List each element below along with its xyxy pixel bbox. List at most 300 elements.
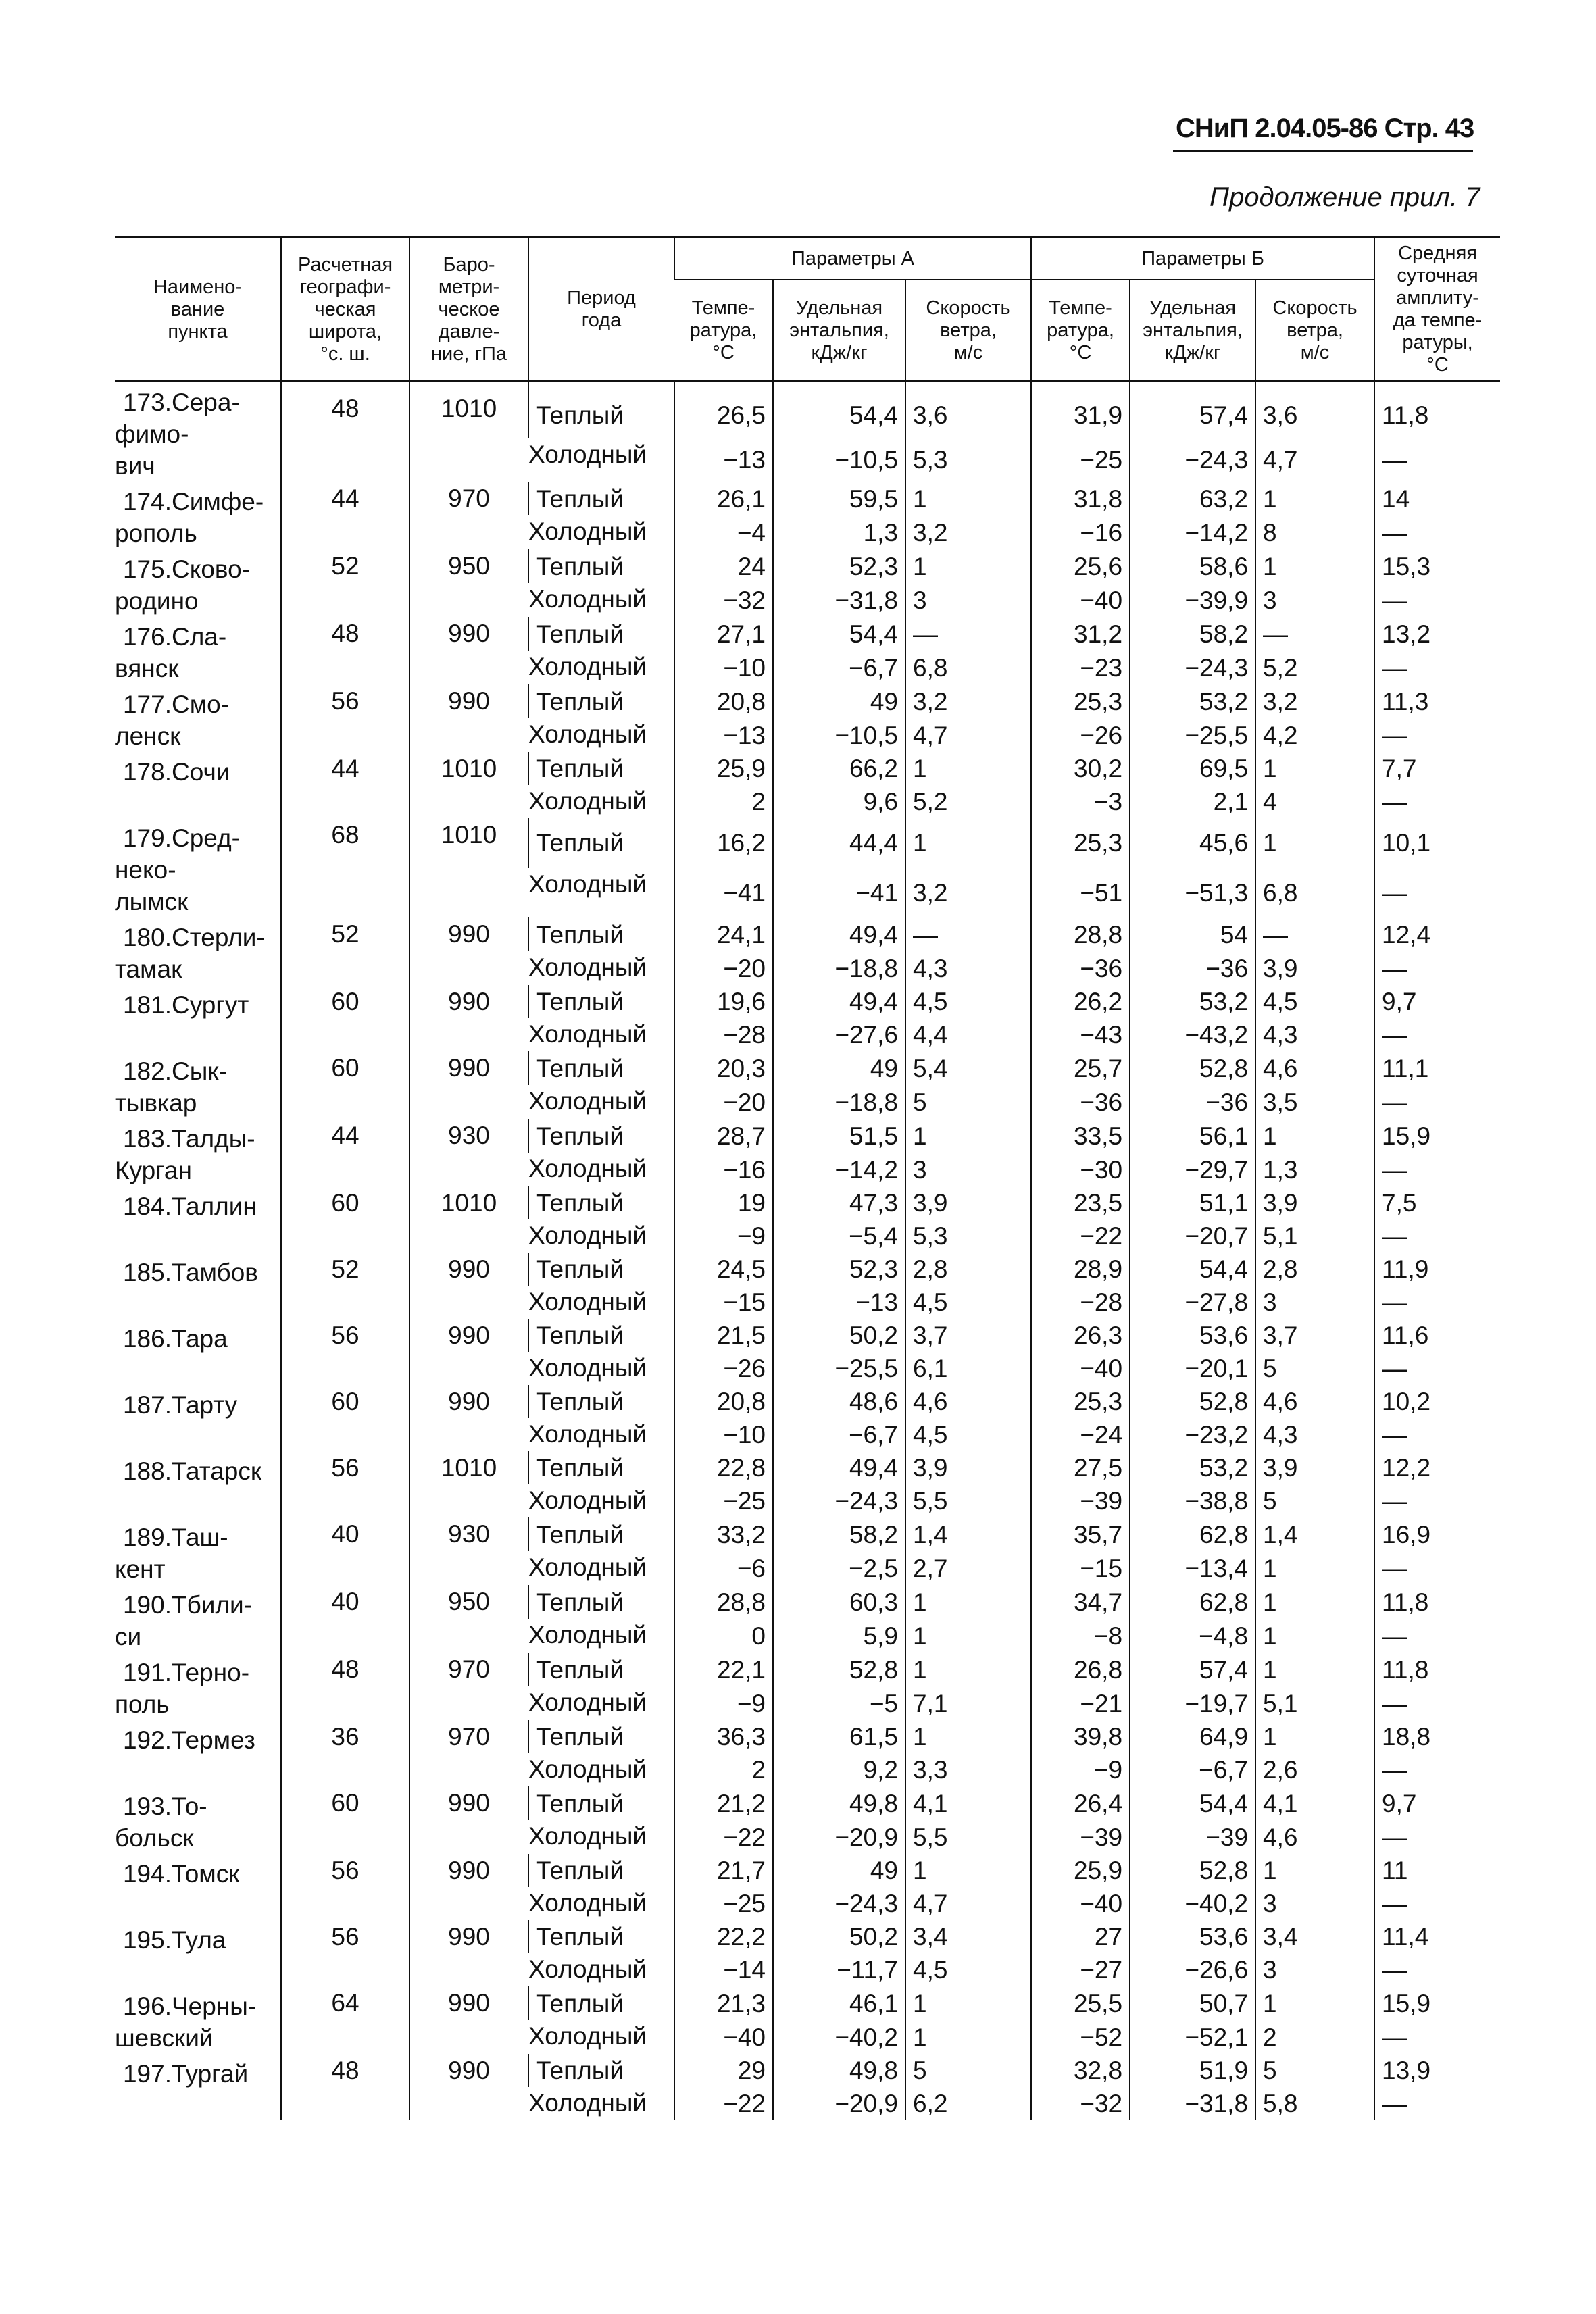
- wind_b-cell: 5,2: [1255, 651, 1374, 684]
- wind_a-cell: 5,5: [905, 1484, 1031, 1517]
- amplitude-cell: 12,4: [1374, 917, 1500, 951]
- period-cell: Холодный: [528, 1020, 647, 1048]
- amplitude-cell: —: [1374, 515, 1500, 549]
- enth_a-cell: 1,3: [773, 515, 905, 549]
- location-number: 194.: [122, 1860, 172, 1888]
- wind_b-cell: 3,9: [1255, 951, 1374, 985]
- period-cell: Теплый: [528, 1253, 674, 1286]
- location-name: Тамбов: [172, 1259, 258, 1286]
- enth_a-cell: −20,9: [773, 2087, 905, 2120]
- wind_b-cell: 5: [1255, 1352, 1374, 1385]
- enth_b-cell: 53,2: [1130, 985, 1255, 1018]
- wind_a-cell: 3,2: [905, 515, 1031, 549]
- wind_b-cell: 2: [1255, 2020, 1374, 2054]
- amplitude-cell: 11: [1374, 1854, 1500, 1887]
- enth_a-cell: 49,8: [773, 1786, 905, 1820]
- temp_a-cell: 33,2: [674, 1517, 773, 1551]
- enth_b-cell: −26,6: [1130, 1953, 1255, 1986]
- latitude-cell: 56: [281, 1920, 409, 1986]
- amplitude-cell: 12,2: [1374, 1451, 1500, 1484]
- amplitude-cell: —: [1374, 1820, 1500, 1854]
- location-name: Тула: [172, 1926, 226, 1954]
- wind_a-cell: 1: [905, 1119, 1031, 1153]
- enth_a-cell: −2,5: [773, 1551, 905, 1585]
- location-cell: [115, 1920, 281, 1986]
- temp_b-cell: −40: [1031, 1887, 1130, 1920]
- enth_b-cell: −6,7: [1130, 1753, 1255, 1786]
- temp_b-cell: 23,5: [1031, 1186, 1130, 1219]
- location-number: 182.: [122, 1057, 172, 1085]
- temp_b-cell: 34,7: [1031, 1585, 1130, 1619]
- pressure-cell: 990: [409, 1920, 528, 1986]
- table-row: [115, 1854, 1500, 1887]
- wind_b-cell: 3: [1255, 583, 1374, 617]
- location-number: 192.: [122, 1726, 172, 1754]
- col-header-pressure: Баро- метри- ческое давле- ние, гПа: [409, 238, 528, 382]
- temp_b-cell: 31,2: [1031, 617, 1130, 651]
- amplitude-cell: —: [1374, 1153, 1500, 1186]
- temp_b-cell: −16: [1031, 515, 1130, 549]
- temp_a-cell: 24: [674, 549, 773, 583]
- period-cell: Теплый: [528, 1385, 674, 1418]
- temp_a-cell: 21,7: [674, 1854, 773, 1887]
- wind_a-cell: 1: [905, 752, 1031, 785]
- temp_a-cell: 24,5: [674, 1253, 773, 1286]
- location-cell: [115, 1786, 281, 1854]
- amplitude-cell: 11,3: [1374, 684, 1500, 718]
- temp_a-cell: 16,2: [674, 818, 773, 868]
- temp_a-cell: 22,1: [674, 1653, 773, 1686]
- period-cell: Холодный: [528, 518, 647, 545]
- temp_b-cell: 25,7: [1031, 1051, 1130, 1085]
- wind_a-cell: 4,7: [905, 718, 1031, 752]
- latitude-cell: 60: [281, 1051, 409, 1119]
- latitude-cell: 48: [281, 2054, 409, 2120]
- wind_b-cell: 3,9: [1255, 1451, 1374, 1484]
- wind_b-cell: 4: [1255, 785, 1374, 818]
- period-cell: Теплый: [528, 917, 674, 951]
- location-number: 196.: [122, 1992, 172, 2020]
- period-cell: Теплый: [528, 1319, 674, 1352]
- pressure-cell: 1010: [409, 818, 528, 917]
- wind_b-cell: 1: [1255, 1986, 1374, 2020]
- enth_b-cell: 54: [1130, 917, 1255, 951]
- amplitude-cell: 10,2: [1374, 1385, 1500, 1418]
- enth_b-cell: 69,5: [1130, 752, 1255, 785]
- temp_a-cell: 22,2: [674, 1920, 773, 1953]
- location-number: 186.: [122, 1325, 172, 1353]
- table-row: [115, 1986, 1500, 2020]
- amplitude-cell: —: [1374, 868, 1500, 918]
- location-number: 195.: [122, 1926, 172, 1954]
- temp_b-cell: −28: [1031, 1286, 1130, 1319]
- enth_a-cell: −13: [773, 1286, 905, 1319]
- location-cell: [115, 1253, 281, 1319]
- temp_b-cell: −25: [1031, 438, 1130, 482]
- table-row: [115, 1051, 1500, 1085]
- latitude-cell: 56: [281, 684, 409, 752]
- amplitude-cell: —: [1374, 2020, 1500, 2054]
- table-row: [115, 917, 1500, 951]
- wind_b-cell: 8: [1255, 515, 1374, 549]
- table-row: [115, 1920, 1500, 1953]
- enth_a-cell: 50,2: [773, 1319, 905, 1352]
- wind_a-cell: 1: [905, 1585, 1031, 1619]
- amplitude-cell: —: [1374, 1887, 1500, 1920]
- enth_a-cell: 52,8: [773, 1653, 905, 1686]
- temp_b-cell: 33,5: [1031, 1119, 1130, 1153]
- enth_b-cell: −25,5: [1130, 718, 1255, 752]
- wind_b-cell: 1: [1255, 1551, 1374, 1585]
- enth_a-cell: 49: [773, 1051, 905, 1085]
- enth_b-cell: 63,2: [1130, 482, 1255, 515]
- pressure-cell: 990: [409, 2054, 528, 2120]
- period-cell: Холодный: [528, 1822, 647, 1850]
- amplitude-cell: 11,4: [1374, 1920, 1500, 1953]
- pressure-cell: 950: [409, 1585, 528, 1653]
- wind_a-cell: 1: [905, 1854, 1031, 1887]
- period-cell: Теплый: [528, 1854, 674, 1887]
- amplitude-cell: 13,9: [1374, 2054, 1500, 2087]
- temp_b-cell: 32,8: [1031, 2054, 1130, 2087]
- enth_b-cell: −36: [1130, 1085, 1255, 1119]
- temp_a-cell: −40: [674, 2020, 773, 2054]
- location-cell: [115, 1653, 281, 1720]
- temp_a-cell: −25: [674, 1484, 773, 1517]
- enth_a-cell: −18,8: [773, 1085, 905, 1119]
- location-cell: [115, 617, 281, 684]
- location-cell: [115, 1854, 281, 1920]
- enth_b-cell: −51,3: [1130, 868, 1255, 918]
- temp_a-cell: 24,1: [674, 917, 773, 951]
- wind_a-cell: 4,5: [905, 985, 1031, 1018]
- temp_a-cell: −22: [674, 2087, 773, 2120]
- wind_a-cell: 7,1: [905, 1686, 1031, 1720]
- table-row: [115, 1517, 1500, 1551]
- enth_a-cell: 49: [773, 684, 905, 718]
- amplitude-cell: —: [1374, 1686, 1500, 1720]
- enth_b-cell: 52,8: [1130, 1854, 1255, 1887]
- temp_a-cell: −13: [674, 718, 773, 752]
- enth_b-cell: 51,1: [1130, 1186, 1255, 1219]
- col-header-amplitude: Средняя суточная амплиту- да темпе- ратуры, °С: [1374, 238, 1500, 382]
- amplitude-cell: —: [1374, 651, 1500, 684]
- enth_b-cell: 52,8: [1130, 1385, 1255, 1418]
- temp_b-cell: 26,3: [1031, 1319, 1130, 1352]
- enth_b-cell: 52,8: [1130, 1051, 1255, 1085]
- period-cell: Холодный: [528, 2022, 647, 2050]
- wind_a-cell: 1: [905, 549, 1031, 583]
- wind_b-cell: 4,5: [1255, 985, 1374, 1018]
- location-name: Сык- тывкар: [115, 1057, 227, 1117]
- amplitude-cell: —: [1374, 1753, 1500, 1786]
- col-header-temp-b: Темпе- ратура, °С: [1031, 280, 1130, 381]
- amplitude-cell: —: [1374, 785, 1500, 818]
- temp_b-cell: 35,7: [1031, 1517, 1130, 1551]
- enth_a-cell: −24,3: [773, 1484, 905, 1517]
- wind_b-cell: 1: [1255, 549, 1374, 583]
- amplitude-cell: 11,1: [1374, 1051, 1500, 1085]
- period-cell: Теплый: [528, 1986, 674, 2020]
- wind_b-cell: 3,6: [1255, 382, 1374, 438]
- wind_b-cell: 1,4: [1255, 1517, 1374, 1551]
- enth_b-cell: −4,8: [1130, 1619, 1255, 1653]
- enth_b-cell: −13,4: [1130, 1551, 1255, 1585]
- location-number: 181.: [122, 991, 172, 1019]
- period-cell: Теплый: [528, 1720, 674, 1753]
- enth_a-cell: 52,3: [773, 549, 905, 583]
- enth_a-cell: 60,3: [773, 1585, 905, 1619]
- period-cell: Холодный: [528, 585, 647, 613]
- period-cell: Теплый: [528, 1920, 674, 1953]
- amplitude-cell: —: [1374, 1953, 1500, 1986]
- location-name: Таш- кент: [115, 1524, 228, 1583]
- latitude-cell: 44: [281, 482, 409, 549]
- amplitude-cell: —: [1374, 1551, 1500, 1585]
- latitude-cell: 68: [281, 818, 409, 917]
- pressure-cell: 970: [409, 1653, 528, 1720]
- enth_b-cell: −24,3: [1130, 651, 1255, 684]
- amplitude-cell: 15,9: [1374, 1119, 1500, 1153]
- period-cell: Теплый: [528, 1786, 674, 1820]
- table-row: [115, 1385, 1500, 1418]
- wind_a-cell: 4,5: [905, 1953, 1031, 1986]
- amplitude-cell: 11,8: [1374, 1653, 1500, 1686]
- location-cell: [115, 382, 281, 482]
- col-header-temp-a: Темпе- ратура, °С: [689, 297, 757, 363]
- wind_a-cell: 6,8: [905, 651, 1031, 684]
- col-header-period: Период года: [528, 238, 674, 382]
- amplitude-cell: 11,6: [1374, 1319, 1500, 1352]
- period-cell: Холодный: [528, 953, 647, 981]
- enth_b-cell: 62,8: [1130, 1517, 1255, 1551]
- enth_a-cell: −10,5: [773, 438, 905, 482]
- pressure-cell: 1010: [409, 752, 528, 818]
- temp_b-cell: 25,3: [1031, 1385, 1130, 1418]
- location-number: 191.: [122, 1659, 172, 1686]
- table-row: [115, 549, 1500, 583]
- pressure-cell: 970: [409, 482, 528, 549]
- latitude-cell: 36: [281, 1720, 409, 1786]
- wind_a-cell: 4,4: [905, 1018, 1031, 1051]
- enth_b-cell: −23,2: [1130, 1418, 1255, 1451]
- amplitude-cell: —: [1374, 1085, 1500, 1119]
- wind_b-cell: 1: [1255, 1619, 1374, 1653]
- latitude-cell: 60: [281, 1186, 409, 1253]
- enth_a-cell: −5,4: [773, 1219, 905, 1253]
- wind_b-cell: 1: [1255, 1720, 1374, 1753]
- temp_a-cell: 19,6: [674, 985, 773, 1018]
- period-cell: Холодный: [528, 1486, 647, 1514]
- wind_b-cell: 1: [1255, 1585, 1374, 1619]
- wind_a-cell: 5: [905, 2054, 1031, 2087]
- pressure-cell: 990: [409, 684, 528, 752]
- enth_b-cell: −52,1: [1130, 2020, 1255, 2054]
- wind_b-cell: 6,8: [1255, 868, 1374, 918]
- col-header-wind-b: Скорость ветра, м/с: [1255, 280, 1374, 381]
- location-number: 179.: [122, 824, 172, 852]
- wind_b-cell: 5: [1255, 2054, 1374, 2087]
- table-row: [115, 752, 1500, 785]
- period-cell: Холодный: [528, 1621, 647, 1649]
- enth_a-cell: 54,4: [773, 617, 905, 651]
- enth_a-cell: 49,8: [773, 2054, 905, 2087]
- temp_a-cell: 28,7: [674, 1119, 773, 1153]
- enth_a-cell: −6,7: [773, 1418, 905, 1451]
- enth_b-cell: −39,9: [1130, 583, 1255, 617]
- period-cell: Холодный: [528, 870, 647, 898]
- temp_a-cell: −10: [674, 651, 773, 684]
- wind_a-cell: 3,9: [905, 1186, 1031, 1219]
- table-row: [115, 1119, 1500, 1153]
- wind_a-cell: 3,3: [905, 1753, 1031, 1786]
- table-row: [115, 684, 1500, 718]
- latitude-cell: 52: [281, 1253, 409, 1319]
- wind_a-cell: 4,3: [905, 951, 1031, 985]
- enth_b-cell: 45,6: [1130, 818, 1255, 868]
- temp_b-cell: −52: [1031, 2020, 1130, 2054]
- wind_a-cell: 3,9: [905, 1451, 1031, 1484]
- wind_b-cell: 1,3: [1255, 1153, 1374, 1186]
- wind_b-cell: 2,6: [1255, 1753, 1374, 1786]
- enth_b-cell: 2,1: [1130, 785, 1255, 818]
- enth_a-cell: −6,7: [773, 651, 905, 684]
- wind_a-cell: 4,6: [905, 1385, 1031, 1418]
- period-cell: Холодный: [528, 440, 647, 468]
- temp_b-cell: 28,8: [1031, 917, 1130, 951]
- enth_a-cell: −41: [773, 868, 905, 918]
- enth_a-cell: 44,4: [773, 818, 905, 868]
- wind_a-cell: 5,3: [905, 1219, 1031, 1253]
- location-number: 180.: [122, 924, 172, 951]
- location-number: 178.: [122, 758, 172, 786]
- location-cell: [115, 482, 281, 549]
- wind_b-cell: 2,8: [1255, 1253, 1374, 1286]
- pressure-cell: 990: [409, 1051, 528, 1119]
- temp_b-cell: −3: [1031, 785, 1130, 818]
- location-cell: [115, 684, 281, 752]
- pressure-cell: 990: [409, 1319, 528, 1385]
- temp_b-cell: 25,3: [1031, 818, 1130, 868]
- enth_b-cell: −14,2: [1130, 515, 1255, 549]
- wind_a-cell: 5,5: [905, 1820, 1031, 1854]
- temp_a-cell: −26: [674, 1352, 773, 1385]
- location-cell: [115, 752, 281, 818]
- latitude-cell: 60: [281, 1786, 409, 1854]
- period-cell: Теплый: [528, 1585, 674, 1619]
- location-name: Терно- поль: [115, 1659, 250, 1718]
- table-row: [115, 985, 1500, 1018]
- wind_b-cell: 3,9: [1255, 1186, 1374, 1219]
- latitude-cell: 56: [281, 1451, 409, 1517]
- enth_b-cell: −29,7: [1130, 1153, 1255, 1186]
- temp_b-cell: −8: [1031, 1619, 1130, 1653]
- enth_a-cell: 9,2: [773, 1753, 905, 1786]
- period-cell: Холодный: [528, 1155, 647, 1182]
- wind_b-cell: 3,5: [1255, 1085, 1374, 1119]
- location-name: Смо- ленск: [115, 690, 230, 750]
- temp_a-cell: −9: [674, 1219, 773, 1253]
- pressure-cell: 990: [409, 1786, 528, 1854]
- temp_b-cell: 25,6: [1031, 549, 1130, 583]
- temp_b-cell: 28,9: [1031, 1253, 1130, 1286]
- location-number: 187.: [122, 1391, 172, 1419]
- wind_b-cell: —: [1255, 917, 1374, 951]
- temp_a-cell: −41: [674, 868, 773, 918]
- temp_b-cell: 31,9: [1031, 382, 1130, 438]
- enth_a-cell: 9,6: [773, 785, 905, 818]
- enth_b-cell: 64,9: [1130, 1720, 1255, 1753]
- table-row: [115, 1319, 1500, 1352]
- location-cell: [115, 818, 281, 917]
- amplitude-cell: 11,8: [1374, 1585, 1500, 1619]
- location-name: Сера- фимо- вич: [115, 388, 240, 480]
- temp_b-cell: −22: [1031, 1219, 1130, 1253]
- latitude-cell: 60: [281, 1385, 409, 1451]
- period-cell: Теплый: [528, 1051, 674, 1085]
- temp_a-cell: 28,8: [674, 1585, 773, 1619]
- document-code: СНиП 2.04.05-86 Стр. 43: [1176, 114, 1474, 143]
- enth_b-cell: 53,2: [1130, 684, 1255, 718]
- enth_a-cell: 58,2: [773, 1517, 905, 1551]
- col-header-name: Наимено- вание пункта: [153, 276, 243, 343]
- temp_b-cell: −21: [1031, 1686, 1130, 1720]
- temp_a-cell: 26,5: [674, 382, 773, 438]
- wind_b-cell: 3: [1255, 1953, 1374, 1986]
- wind_a-cell: 1,4: [905, 1517, 1031, 1551]
- period-cell: Холодный: [528, 787, 647, 815]
- location-cell: [115, 1385, 281, 1451]
- location-name: То- больск: [115, 1792, 207, 1852]
- amplitude-cell: 14: [1374, 482, 1500, 515]
- wind_b-cell: 1: [1255, 1854, 1374, 1887]
- period-cell: Теплый: [528, 2054, 674, 2087]
- period-cell: Теплый: [528, 684, 674, 718]
- period-cell: Холодный: [528, 1354, 647, 1382]
- wind_a-cell: 1: [905, 1986, 1031, 2020]
- pressure-cell: 930: [409, 1119, 528, 1186]
- pressure-cell: 970: [409, 1720, 528, 1786]
- enth_a-cell: 54,4: [773, 382, 905, 438]
- wind_b-cell: 1: [1255, 752, 1374, 785]
- col-header-enthalpy-a: Удельная энтальпия, кДж/кг: [773, 280, 905, 381]
- enth_a-cell: 52,3: [773, 1253, 905, 1286]
- table-row: [115, 382, 1500, 438]
- location-name: Термез: [172, 1726, 255, 1754]
- temp_a-cell: −25: [674, 1887, 773, 1920]
- amplitude-cell: —: [1374, 1286, 1500, 1319]
- location-name: Сково- родино: [115, 555, 251, 615]
- wind_b-cell: 5,1: [1255, 1686, 1374, 1720]
- period-cell: Холодный: [528, 1222, 647, 1249]
- amplitude-cell: —: [1374, 718, 1500, 752]
- enth_b-cell: 58,2: [1130, 617, 1255, 651]
- location-name: Сла- вянск: [115, 623, 227, 682]
- location-name: Сочи: [172, 758, 230, 786]
- latitude-cell: 52: [281, 917, 409, 985]
- enth_b-cell: −31,8: [1130, 2087, 1255, 2120]
- table-row: [115, 1720, 1500, 1753]
- temp_b-cell: −30: [1031, 1153, 1130, 1186]
- header-rule: [1173, 150, 1473, 152]
- location-cell: [115, 1451, 281, 1517]
- wind_a-cell: 3: [905, 1153, 1031, 1186]
- col-group-a: Параметры А: [674, 238, 1031, 280]
- temp_b-cell: −9: [1031, 1753, 1130, 1786]
- pressure-cell: 990: [409, 617, 528, 684]
- temp_a-cell: 19: [674, 1186, 773, 1219]
- enth_b-cell: 53,6: [1130, 1319, 1255, 1352]
